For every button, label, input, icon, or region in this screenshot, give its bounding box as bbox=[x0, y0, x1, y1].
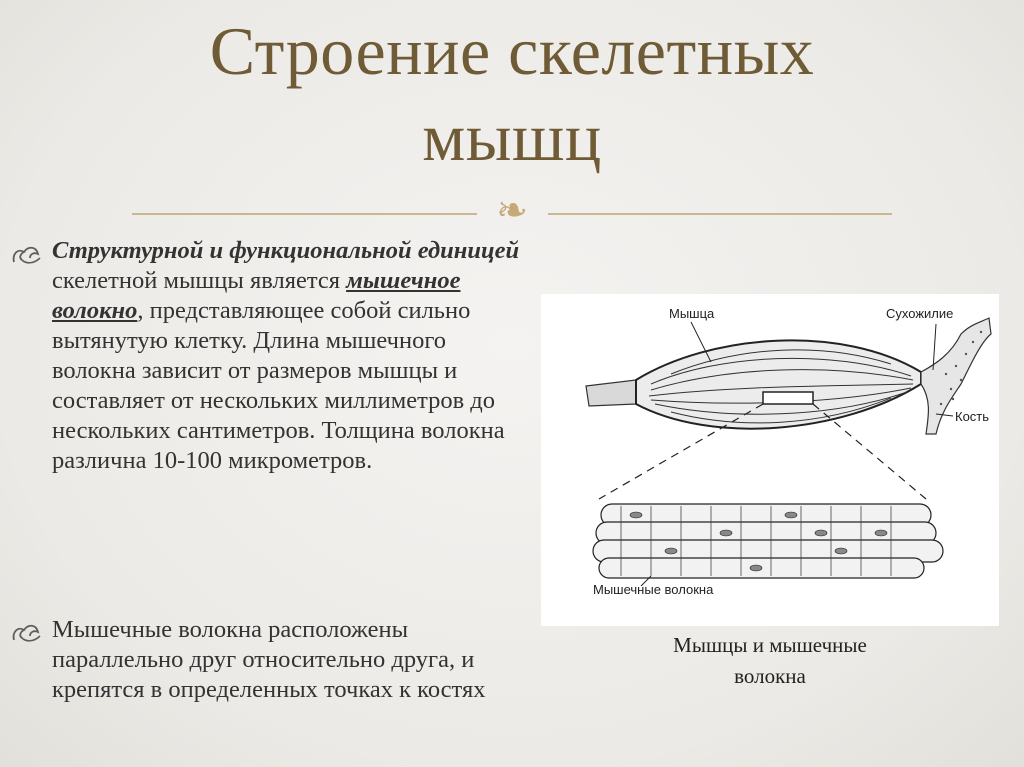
fiber-zoom-box bbox=[763, 392, 813, 404]
title-line-2: мышц bbox=[422, 99, 602, 175]
title-line-1: Строение скелетных bbox=[209, 13, 815, 89]
bullet-arrangement-text: Мышечные волокна расположены параллельно друг относительно друга, и крепятся в определенных точках к костях bbox=[52, 616, 486, 703]
ornament-bullet-icon bbox=[10, 620, 44, 646]
title-divider-right bbox=[548, 213, 892, 215]
slide-title bbox=[0, 8, 1024, 180]
bullet-1-emphasis: Структурной и функциональной единицей bbox=[52, 237, 520, 264]
ornament-icon: ❧ bbox=[496, 190, 528, 232]
ornament-bullet-icon bbox=[10, 242, 44, 268]
label-muscle: Мышца bbox=[669, 306, 715, 321]
bullet-1-text-b: , представляющее собой сильно вытянутую клетку. Длина мышечного волокна зависит от размеров мышцы и составляет от нескольких миллиметров до нескольких сантиметров. Толщина волокна различна 10-100 микрометров. bbox=[52, 297, 505, 474]
bullet-structure-text bbox=[52, 236, 532, 476]
caption-line-2: волокна bbox=[734, 664, 806, 688]
title-divider-left bbox=[132, 213, 477, 215]
label-bone: Кость bbox=[955, 409, 990, 424]
caption-line-1: Мышцы и мышечные bbox=[673, 633, 867, 657]
muscle-fiber-illustration bbox=[541, 294, 999, 626]
muscle-diagram-svg bbox=[541, 294, 999, 626]
bullet-1-text-a: скелетной мышцы является bbox=[52, 267, 347, 294]
bullet-1-key-term: мышечное волокно bbox=[52, 267, 461, 324]
figure-caption bbox=[620, 630, 920, 692]
label-tendon: Сухожилие bbox=[886, 306, 954, 321]
label-muscle-fibers: Мышечные волокна bbox=[593, 582, 714, 597]
